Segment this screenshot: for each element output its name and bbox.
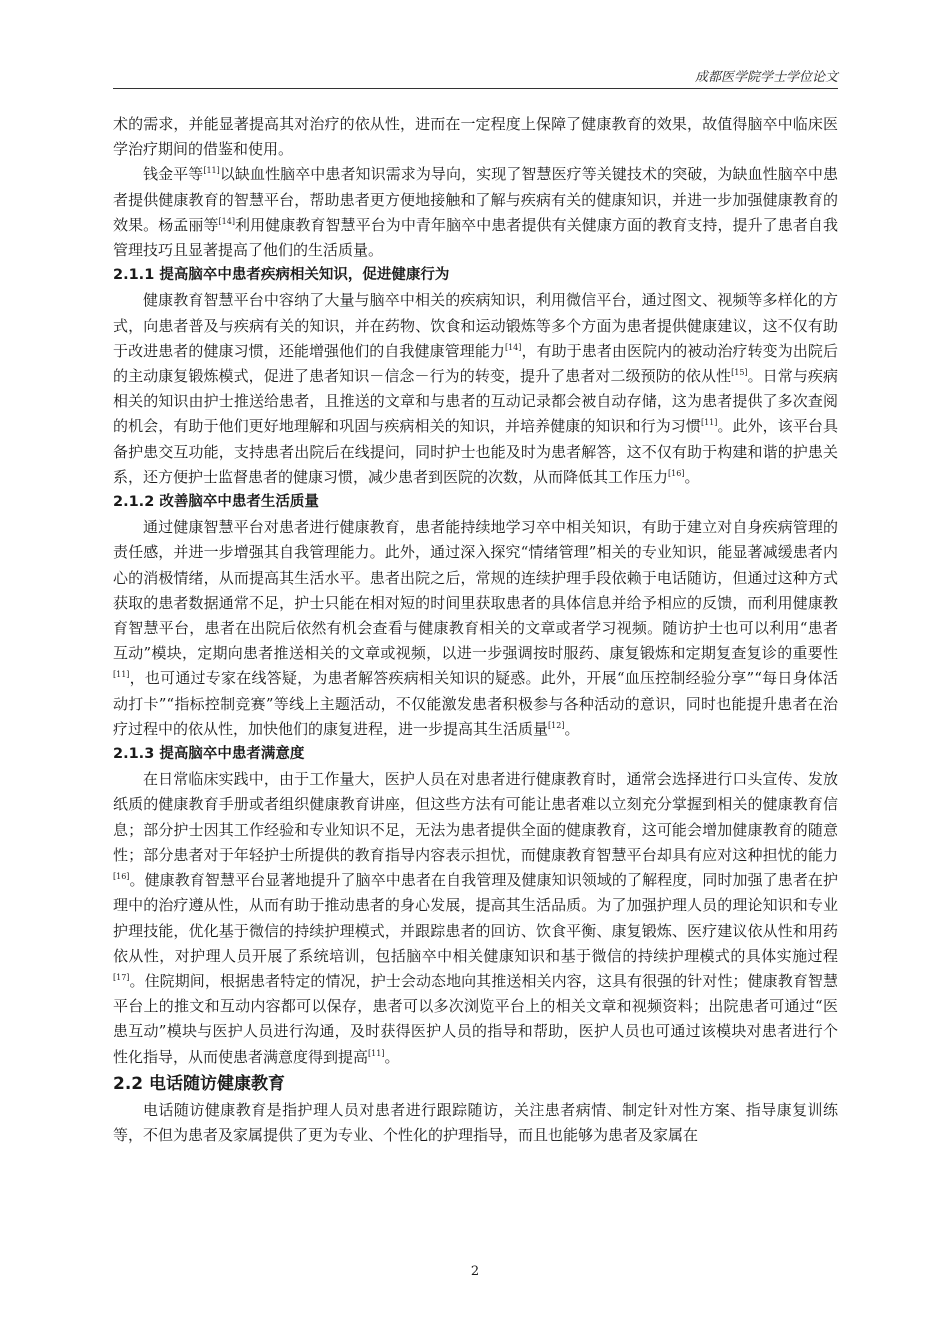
subsection-heading: 2.1.3 提高脑卒中患者满意度 [113, 746, 305, 763]
citation-ref: [14] [218, 216, 235, 226]
section-heading: 2.2 电话随访健康教育 [113, 1073, 286, 1094]
body-paragraph [113, 1098, 838, 1148]
citation-ref: [14] [504, 342, 522, 352]
paper-body [113, 112, 838, 1148]
body-paragraph [113, 288, 838, 490]
paragraph-text: 以缺血性脑卒中患者知识需求为导向，实现了智慧医疗等关键技术的突破，为缺血性脑卒中患者提供健康教育的智慧平台，帮助患者更方便地接触和了解与疾病有关的健康知识，并进一步加强健康教育的效果。杨孟丽等 [113, 165, 838, 234]
citation-ref: [16] [668, 468, 685, 478]
body-paragraph [113, 112, 838, 162]
header-rule [113, 88, 838, 89]
citation-ref: [15] [731, 368, 748, 378]
paragraph-text: 钱金平等 [143, 165, 204, 184]
paragraph-text: ，有助于患者由医院内的被动治疗转变为出院后的主动康复锻炼模式，促进了患者知识－信念－行为的转变，提升了患者对二级预防的依从性 [113, 341, 838, 386]
citation-ref: [11] [203, 166, 220, 176]
paragraph-text: 。健康教育智慧平台显著地提升了脑卒中患者在自我管理及健康知识领域的了解程度，同时加强了患者在护理中的治疗遵从性，从而有助于推动患者的身心发展，提高其生活品质。为了加强护理人员的理论知识和专业护理技能，优化基于微信的持续护理模式，并跟踪患者的回访、饮食平衡、康复锻炼、医疗建议依从性和用药依从性，对护理人员开展了系统培训，包括脑卒中相关健康知识和基于微信的持续护理模式的具体实施过程 [113, 871, 838, 965]
paragraph-text: 术的需求，并能显著提高其对治疗的依从性，进而在一定程度上保障了健康教育的效果，故值得脑卒中临床医学治疗期间的借鉴和使用。 [113, 115, 838, 159]
body-paragraph [113, 767, 838, 1069]
paragraph-text: 。日常与疾病相关的知识由护士推送给患者，且推送的文章和与患者的互动记录都会被自动存储，这为患者提供了多次查阅的机会，有助于他们更好地理解和巩固与疾病相关的知识，并培养健康的知识和行为习惯 [113, 367, 838, 436]
paragraph-text: 。住院期间，根据患者特定的情况，护士会动态地向其推送相关内容，这具有很强的针对性；健康教育智慧平台上的推文和互动内容都可以保存，患者可以多次浏览平台上的相关文章和视频资料；出院患者可通过“医患互动”模块与医护人员进行沟通，及时获得医护人员的指导和帮助，医护人员也可通过该模块对患者进行个性化指导，从而使患者满意度得到提高 [113, 971, 838, 1066]
paragraph-text: 健康教育智慧平台中容纳了大量与脑卒中相关的疾病知识，利用微信平台，通过图文、视频等多样化的方式，向患者普及与疾病有关的知识，并在药物、饮食和运动锻炼等多个方面为患者提供健康建议，这不仅有助于改进患者的健康习惯，还能增强他们的自我健康管理能力 [113, 291, 838, 360]
page-number: 2 [470, 1264, 480, 1279]
paragraph-text: 利用健康教育智慧平台为中青年脑卒中患者提供有关健康方面的教育支持，提升了患者自我管理技巧且显著提高了他们的生活质量。 [113, 215, 838, 260]
paragraph-text: 电话随访健康教育是指护理人员对患者进行跟踪随访，关注患者病情、制定针对性方案、指导康复训练等，不但为患者及家属提供了更为专业、个性化的护理指导，而且也能够为患者及家属在 [113, 1100, 838, 1144]
citation-ref: [17] [113, 972, 130, 982]
subsection-heading: 2.1.2 改善脑卒中患者生活质量 [113, 494, 319, 511]
citation-ref: [11] [113, 670, 130, 680]
paragraph-text: ，也可通过专家在线答疑，为患者解答疾病相关知识的疑惑。此外，开展“血压控制经验分享”“每日身体活动打卡”“指标控制竞赛”等线上主题活动，不仅能激发患者积极参与各种活动的意识，同时也能提升患者在治疗过程中的依从性，加快他们的康复进程，进一步提高其生活质量 [113, 669, 838, 738]
citation-ref: [12] [548, 720, 565, 730]
subsection-heading: 2.1.1 提高脑卒中患者疾病相关知识，促进健康行为 [113, 267, 450, 284]
paragraph-text: 。 [384, 1047, 400, 1066]
citation-ref: [11] [700, 418, 718, 428]
paragraph-text: 在日常临床实践中，由于工作量大，医护人员在对患者进行健康教育时，通常会选择进行口头宣传、发放纸质的健康教育手册或者组织健康教育讲座，但这些方法有可能让患者难以立刻充分掌握到相关的健康教育信息；部分护士因其工作经验和专业知识不足，无法为患者提供全面的健康教育，这可能会增加健康教育的随意性；部分患者对于年轻护士所提供的教育指导内容表示担忧，而健康教育智慧平台却具有应对这种担忧的能力 [113, 770, 838, 864]
body-paragraph [113, 162, 838, 263]
citation-ref: [16] [113, 872, 130, 882]
body-paragraph [113, 515, 838, 742]
running-header: 成都医学院学士学位论文 [694, 70, 838, 85]
citation-ref: [11] [368, 1048, 385, 1058]
paragraph-text: 。 [564, 719, 580, 738]
paragraph-text: 。此外，该平台具备护患交互功能，支持患者出院后在线提问，同时护士也能及时为患者解答，这不仅有助于构建和谐的护患关系，还方便护士监督患者的健康习惯，减少患者到医院的次数，从而降低其工作压力 [113, 417, 838, 486]
paragraph-text: 。 [684, 467, 700, 486]
paragraph-text: 通过健康智慧平台对患者进行健康教育，患者能持续地学习卒中相关知识，有助于建立对自身疾病管理的责任感，并进一步增强其自我管理能力。此外，通过深入探究“情绪管理”相关的专业知识，能显著减缓患者内心的消极情绪，从而提高其生活水平。患者出院之后，常规的连续护理手段依赖于电话随访，但通过这种方式获取的患者数据通常不足，护士只能在相对短的时间里获取患者的具体信息并给予相应的反馈，而利用健康教育智慧平台，患者在出院后依然有机会查看与健康教育相关的文章或者学习视频。随访护士也可以利用“患者互动”模块，定期向患者推送相关的文章或视频，以进一步强调按时服药、康复锻炼和定期复查复诊的重要性 [113, 518, 838, 663]
